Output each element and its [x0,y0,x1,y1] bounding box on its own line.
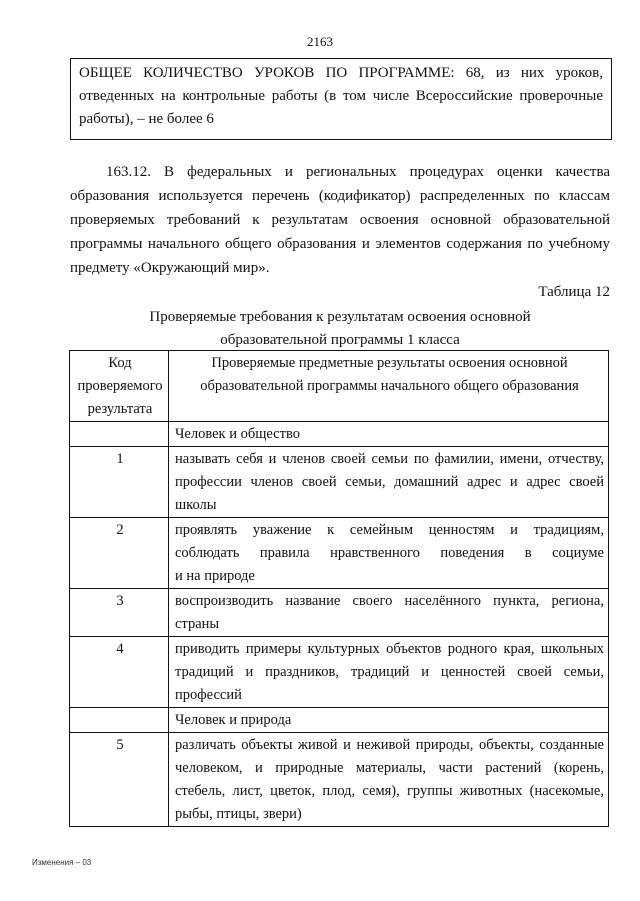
table-caption-line: Проверяемые требования к результатам освоения основной [149,309,531,325]
paragraph-line: предмету «Окружающий мир». [70,260,270,276]
row-desc-line: соблюдать правила нравственного поведения в социуме [175,545,604,561]
paragraph-line: 163.12. В федеральных и региональных процедурах оценки качества [106,164,610,180]
table-row [70,518,609,589]
row-desc-line: приводить примеры культурных объектов родного края, школьных [175,641,604,657]
table-header-row [70,351,609,422]
row-code: 2 [70,518,169,589]
paragraph-line: программы начального общего образования и элементов содержания по учебному [70,236,610,252]
row-desc-line: школы [175,497,217,513]
row-desc-line: различать объекты живой и неживой природы, объекты, созданные [175,737,604,753]
header-desc-line: Проверяемые предметные результаты освоения основной [211,355,568,371]
row-desc [169,589,609,637]
row-desc [169,637,609,708]
row-desc-line: рыбы, птицы, звери) [175,806,302,822]
header-desc-line: образовательной программы начального общего образования [200,378,579,394]
paragraph-line: образования используется перечень (кодификатор) распределенных по классам [70,188,610,204]
requirements-table [69,350,609,827]
row-code: 4 [70,637,169,708]
section-row [70,708,609,733]
row-desc-line: традиций и праздников, традиций и ценностей своей семьи, [175,664,604,680]
section-title: Человек и природа [169,708,609,733]
row-desc [169,733,609,827]
summary-line: отведенных на контрольные работы (в том числе Всероссийские проверочные [79,88,603,104]
section-paragraph [70,160,610,280]
lesson-count-box [70,58,612,140]
row-desc-line: стебель, лист, цветок, плод, семя), группы животных (насекомые, [175,783,604,799]
header-code-line: Код [108,355,132,371]
row-code: 1 [70,447,169,518]
table-caption-line: образовательной программы 1 класса [220,332,460,348]
row-desc-line: человеком, и природные материалы, части растений (корень, [175,760,604,776]
paragraph-line: проверяемых требований к результатам освоения основной образовательной [70,212,610,228]
row-code: 5 [70,733,169,827]
row-desc-line: воспроизводить название своего населённого пункта, региона, [175,593,604,609]
row-code: 3 [70,589,169,637]
summary-line: ОБЩЕЕ КОЛИЧЕСТВО УРОКОВ ПО ПРОГРАММЕ: 68, из них уроков, [79,65,603,81]
page-number: 2163 [307,34,333,49]
row-desc-line: страны [175,616,220,632]
header-code-line: результата [87,401,153,417]
header-desc-cell [169,351,609,422]
row-desc-line: профессий [175,687,242,703]
row-desc [169,447,609,518]
row-desc [169,518,609,589]
section-row [70,422,609,447]
table-row [70,447,609,518]
summary-line: работы), – не более 6 [79,111,214,127]
header-code-line: проверяемого [77,378,163,394]
row-desc-line: называть себя и членов своей семьи по фамилии, имени, отчеству, [175,451,604,467]
table-row [70,637,609,708]
row-desc-line: и на природе [175,568,255,584]
table-row [70,589,609,637]
row-desc-line: профессии членов своей семьи, домашний адрес и адрес своей [175,474,604,490]
header-code-cell [70,351,169,422]
revision-note: Изменения – 03 [32,858,92,867]
table-label: Таблица 12 [538,284,610,300]
table-row [70,733,609,827]
section-title: Человек и общество [169,422,609,447]
row-desc-line: проявлять уважение к семейным ценностям и традициям, [175,522,604,538]
table-caption [70,306,610,352]
